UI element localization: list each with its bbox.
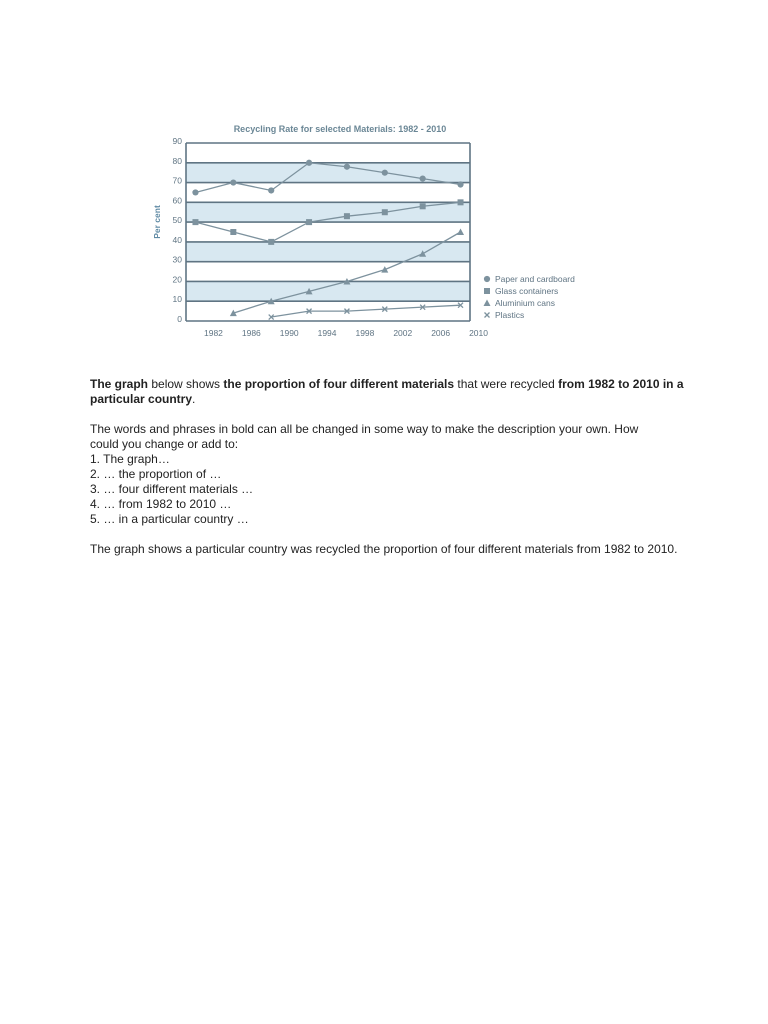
grid-band bbox=[186, 281, 470, 301]
point-aluminium-cans bbox=[381, 266, 388, 273]
point-glass-containers bbox=[192, 219, 198, 225]
y-tick-label: 30 bbox=[172, 254, 182, 265]
point-paper-and-cardboard bbox=[457, 181, 463, 187]
point-paper-and-cardboard bbox=[230, 179, 236, 185]
y-tick-label: 60 bbox=[172, 195, 182, 206]
y-tick-label: 20 bbox=[172, 274, 182, 285]
bold-phrase: from 1982 to 2010 in a particular country bbox=[90, 377, 684, 406]
point-glass-containers bbox=[344, 213, 350, 219]
y-tick-label: 90 bbox=[172, 136, 182, 146]
legend-entry: Glass containers bbox=[495, 286, 559, 296]
legend-entry: Aluminium cans bbox=[495, 298, 555, 308]
x-tick-label: 1982 bbox=[204, 328, 223, 338]
intro-text: below shows bbox=[148, 377, 224, 391]
list-item: 5. … in a particular country … bbox=[90, 512, 249, 526]
point-glass-containers bbox=[458, 199, 464, 205]
x-tick-label: 2010 bbox=[469, 328, 488, 338]
instructions-line-1: The words and phrases in bold can all be changed in some way to make the description your own. How bbox=[90, 422, 639, 436]
text-block bbox=[90, 377, 690, 557]
list-item: 2. … the proportion of … bbox=[90, 467, 222, 481]
x-tick-label: 1994 bbox=[317, 328, 337, 338]
point-paper-and-cardboard bbox=[344, 164, 350, 170]
intro-text: . bbox=[192, 392, 196, 406]
chart bbox=[150, 118, 590, 350]
x-tick-label: 2006 bbox=[431, 328, 451, 338]
instructions-line-2: could you change or add to: bbox=[90, 437, 239, 451]
y-tick-label: 70 bbox=[172, 175, 182, 186]
x-tick-label: 1990 bbox=[279, 328, 299, 338]
bold-phrase: the proportion of four different materials bbox=[223, 377, 455, 391]
instructions-paragraph bbox=[90, 422, 690, 452]
answer-paragraph: The graph shows a particular country was recycled the proportion of four different materials from 1982 to 2010. bbox=[90, 542, 678, 556]
legend-marker bbox=[484, 288, 490, 294]
point-paper-and-cardboard bbox=[306, 160, 312, 166]
chart-svg bbox=[150, 118, 590, 350]
point-glass-containers bbox=[268, 239, 274, 245]
point-paper-and-cardboard bbox=[420, 176, 426, 182]
list-item: 1. The graph… bbox=[90, 452, 170, 466]
legend-marker bbox=[485, 313, 490, 318]
x-tick-label: 1986 bbox=[241, 328, 261, 338]
y-tick-label: 10 bbox=[172, 294, 182, 305]
point-paper-and-cardboard bbox=[382, 170, 388, 176]
list-item: 4. … from 1982 to 2010 … bbox=[90, 497, 232, 511]
legend-marker bbox=[484, 276, 490, 282]
y-tick-label: 50 bbox=[172, 215, 182, 226]
question-list bbox=[90, 452, 690, 527]
point-aluminium-cans bbox=[457, 229, 464, 236]
list-item: 3. … four different materials … bbox=[90, 482, 254, 496]
x-tick-label: 2002 bbox=[393, 328, 413, 338]
intro-paragraph bbox=[90, 377, 690, 407]
intro-text: that were recycled bbox=[454, 377, 559, 391]
legend-marker bbox=[484, 300, 491, 307]
y-axis-label: Per cent bbox=[152, 205, 162, 239]
point-paper-and-cardboard bbox=[192, 189, 198, 195]
point-glass-containers bbox=[230, 229, 236, 235]
y-tick-label: 80 bbox=[172, 155, 182, 166]
chart-title: Recycling Rate for selected Materials: 1982 - 2010 bbox=[233, 124, 447, 134]
point-glass-containers bbox=[382, 209, 388, 215]
series-line-plastics bbox=[271, 305, 460, 317]
point-glass-containers bbox=[420, 203, 426, 209]
bold-phrase: The graph bbox=[90, 377, 149, 391]
x-tick-label: 1998 bbox=[355, 328, 375, 338]
point-paper-and-cardboard bbox=[268, 187, 274, 193]
y-tick-label: 0 bbox=[177, 314, 182, 324]
legend-entry: Plastics bbox=[495, 310, 525, 320]
y-tick-label: 40 bbox=[172, 234, 182, 245]
legend-entry: Paper and cardboard bbox=[495, 274, 575, 284]
point-glass-containers bbox=[306, 219, 312, 225]
